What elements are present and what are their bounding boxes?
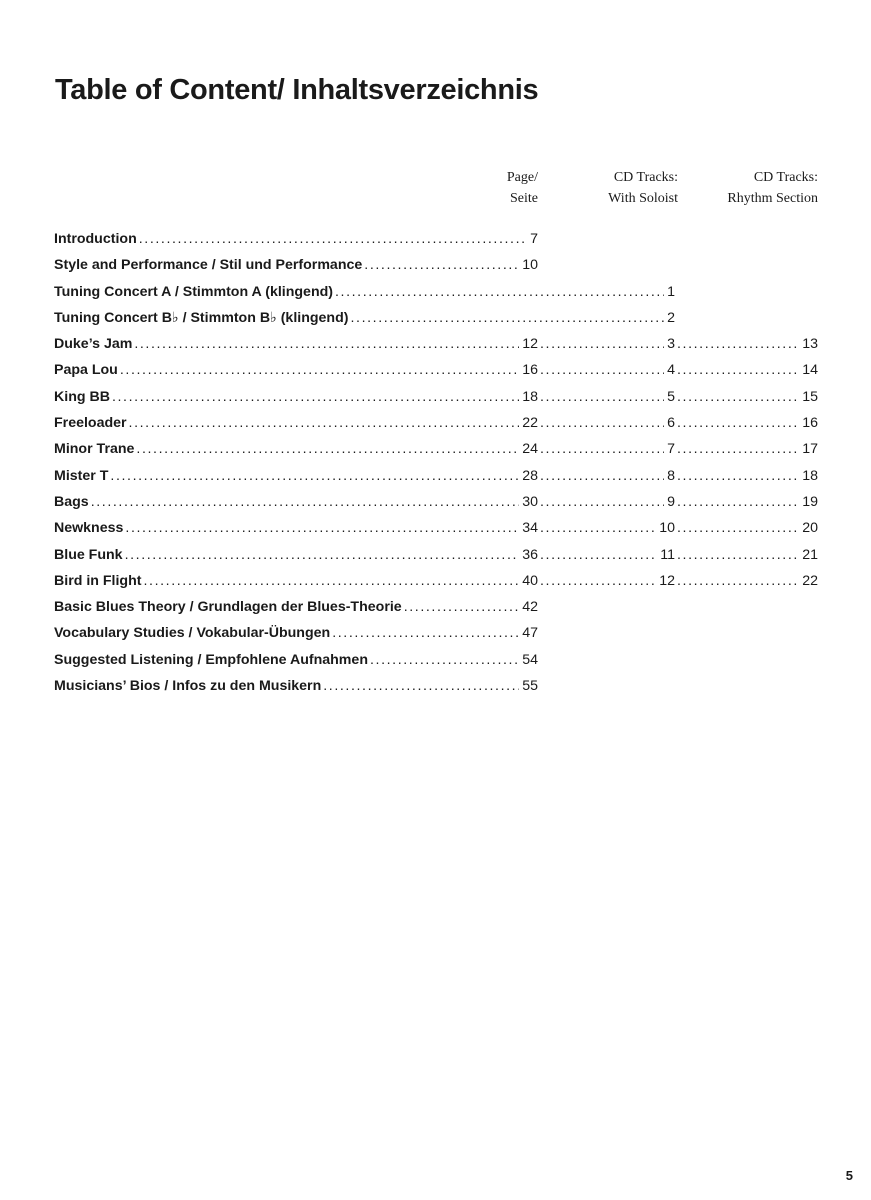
toc-entry-title: Newkness (54, 520, 124, 537)
toc-title-cell (54, 384, 538, 410)
toc-entry-track-soloist: 6 (667, 415, 675, 432)
leader-dots (136, 436, 519, 462)
toc-entry-page: 54 (522, 651, 538, 668)
column-header-soloist-line2: With Soloist (608, 191, 678, 206)
toc-entry-title: Bags (54, 493, 89, 510)
leader-dots (143, 568, 519, 594)
leader-dots (677, 357, 799, 383)
toc-entry-track-rhythm: 21 (802, 546, 818, 563)
toc-rhythm-cell (675, 568, 818, 594)
leader-dots (677, 410, 799, 436)
toc-entry-title: Blue Funk (54, 546, 123, 563)
toc-entry-page: 7 (530, 231, 538, 247)
toc-entry (54, 489, 818, 515)
toc-entry-title: Tuning Concert B♭ / Stimmton B♭ (klingend) (54, 309, 349, 326)
toc-title-cell (54, 463, 538, 489)
toc-entry (54, 410, 818, 436)
toc-entry (54, 436, 818, 462)
leader-dots (139, 226, 527, 252)
toc-entry-page: 18 (522, 388, 538, 405)
leader-dots (677, 542, 799, 568)
leader-dots (125, 515, 519, 541)
column-header-page-line1: Page/ (506, 170, 538, 185)
toc-entry-page: 42 (522, 599, 538, 616)
leader-dots (370, 647, 519, 673)
column-header-rhythm-section (727, 167, 818, 209)
toc-entry (54, 252, 818, 278)
toc-entry-page: 16 (522, 362, 538, 379)
toc-soloist-cell (538, 331, 675, 357)
toc-rhythm-cell (675, 357, 818, 383)
toc-entry-page: 10 (522, 257, 538, 274)
toc-entry-page: 47 (522, 625, 538, 642)
toc-title-cell (54, 542, 538, 568)
toc-title-cell (54, 489, 538, 515)
toc-title-cell (54, 673, 538, 699)
leader-dots (540, 331, 664, 357)
toc-soloist-cell (538, 542, 675, 568)
toc-title-cell (54, 515, 538, 541)
leader-dots (540, 489, 664, 515)
column-header-rhythm-line1: CD Tracks: (753, 170, 818, 185)
toc-entry-title: Introduction (54, 231, 137, 247)
leader-dots (677, 463, 799, 489)
toc-entry-track-soloist: 5 (667, 388, 675, 405)
leader-dots (677, 436, 799, 462)
leader-dots (540, 463, 664, 489)
toc-title-cell (54, 620, 538, 646)
toc-entry (54, 357, 818, 383)
toc-entry (54, 515, 818, 541)
leader-dots (540, 515, 656, 541)
toc-entry-track-rhythm: 22 (802, 572, 818, 589)
column-header-with-soloist (608, 167, 678, 209)
toc-title-cell (54, 279, 675, 305)
leader-dots (112, 384, 519, 410)
toc-title-cell (54, 568, 538, 594)
page-title: Table of Content/ Inhaltsverzeichnis (55, 74, 539, 106)
toc-entry-page: 36 (522, 546, 538, 563)
toc-entry (54, 305, 818, 331)
toc-entry-page: 22 (522, 415, 538, 432)
toc-entry-track-soloist: 10 (659, 520, 675, 537)
toc-soloist-cell (538, 384, 675, 410)
toc-entry-track-rhythm: 13 (802, 336, 818, 353)
toc-soloist-cell (538, 515, 675, 541)
toc-entry-title: Musicians’ Bios / Infos zu den Musikern (54, 678, 322, 695)
toc-entry-title: Duke’s Jam (54, 336, 133, 353)
toc-list (54, 226, 818, 699)
toc-title-cell (54, 331, 538, 357)
toc-entry-track-rhythm: 17 (802, 441, 818, 458)
toc-soloist-cell (538, 568, 675, 594)
toc-soloist-cell (538, 436, 675, 462)
toc-entry-page: 24 (522, 441, 538, 458)
toc-entry-title: Vocabulary Studies / Vokabular-Übungen (54, 625, 331, 642)
toc-entry-track-rhythm: 20 (802, 520, 818, 537)
toc-entry-track-soloist: 8 (667, 467, 675, 484)
leader-dots (125, 542, 520, 568)
toc-title-cell (54, 647, 538, 673)
leader-dots (540, 410, 664, 436)
leader-dots (540, 436, 664, 462)
toc-entry-track-rhythm: 14 (802, 362, 818, 379)
toc-entry-title: Papa Lou (54, 362, 118, 379)
toc-entry-track-soloist: 4 (667, 362, 675, 379)
toc-entry-page: 28 (522, 467, 538, 484)
toc-entry-page: 40 (522, 572, 538, 589)
leader-dots (120, 357, 519, 383)
leader-dots (323, 673, 519, 699)
toc-entry-page: 30 (522, 493, 538, 510)
toc-title-cell (54, 226, 538, 252)
toc-rhythm-cell (675, 463, 818, 489)
toc-rhythm-cell (675, 489, 818, 515)
toc-title-cell (54, 252, 538, 278)
toc-rhythm-cell (675, 515, 818, 541)
toc-rhythm-cell (675, 436, 818, 462)
toc-entry (54, 384, 818, 410)
toc-entry-title: King BB (54, 388, 110, 405)
leader-dots (351, 305, 665, 331)
toc-entry-page: 12 (522, 336, 538, 353)
toc-entry (54, 568, 818, 594)
column-header-rhythm-line2: Rhythm Section (727, 191, 818, 206)
toc-entry-title: Style and Performance / Stil und Performance (54, 257, 363, 274)
toc-entry-page: 34 (522, 520, 538, 537)
toc-entry (54, 673, 818, 699)
toc-entry-title: Basic Blues Theory / Grundlagen der Blues-Theorie (54, 599, 402, 616)
column-header-page-line2: Seite (510, 191, 538, 206)
leader-dots (677, 515, 799, 541)
toc-rhythm-cell (675, 410, 818, 436)
toc-rhythm-cell (675, 331, 818, 357)
toc-entry (54, 542, 818, 568)
toc-entry (54, 463, 818, 489)
toc-rhythm-cell (675, 542, 818, 568)
toc-title-cell (54, 436, 538, 462)
leader-dots (332, 620, 519, 646)
toc-entry-track-soloist: 11 (660, 546, 675, 563)
toc-entry-title: Bird in Flight (54, 572, 142, 589)
toc-title-cell (54, 594, 538, 620)
toc-entry (54, 331, 818, 357)
leader-dots (540, 357, 664, 383)
toc-entry-track-rhythm: 16 (802, 415, 818, 432)
leader-dots (110, 463, 519, 489)
leader-dots (129, 410, 520, 436)
toc-entry-track-rhythm: 18 (802, 467, 818, 484)
page-number: 5 (845, 1168, 853, 1183)
toc-entry-title: Suggested Listening / Empfohlene Aufnahmen (54, 651, 368, 668)
toc-entry-title: Minor Trane (54, 441, 135, 458)
toc-entry-track-soloist: 3 (667, 336, 675, 353)
column-header-soloist-line1: CD Tracks: (613, 170, 678, 185)
toc-entry-track-soloist: 9 (667, 493, 675, 510)
toc-entry-page: 55 (522, 678, 538, 695)
toc-title-cell (54, 305, 675, 331)
leader-dots (677, 384, 799, 410)
leader-dots (364, 252, 519, 278)
toc-entry (54, 620, 818, 646)
leader-dots (677, 568, 799, 594)
leader-dots (540, 542, 657, 568)
toc-entry-track-soloist: 12 (659, 572, 675, 589)
toc-entry-track-soloist: 2 (667, 309, 675, 326)
column-header-page (507, 167, 538, 209)
leader-dots (677, 489, 799, 515)
toc-soloist-cell (538, 489, 675, 515)
leader-dots (404, 594, 520, 620)
toc-entry (54, 594, 818, 620)
toc-entry-title: Mister T (54, 467, 109, 484)
toc-entry (54, 226, 818, 252)
toc-rhythm-cell (675, 384, 818, 410)
leader-dots (540, 384, 664, 410)
toc-entry-title: Tuning Concert A / Stimmton A (klingend) (54, 283, 333, 300)
leader-dots (91, 489, 520, 515)
leader-dots (540, 568, 656, 594)
toc-soloist-cell (538, 410, 675, 436)
toc-soloist-cell (538, 357, 675, 383)
toc-soloist-cell (538, 463, 675, 489)
toc-entry-title: Freeloader (54, 415, 127, 432)
toc-entry (54, 647, 818, 673)
toc-entry-track-rhythm: 15 (802, 388, 818, 405)
leader-dots (335, 279, 664, 305)
toc-entry-track-soloist: 7 (667, 441, 675, 458)
toc-entry (54, 279, 818, 305)
toc-entry-track-soloist: 1 (667, 283, 675, 300)
toc-title-cell (54, 410, 538, 436)
toc-title-cell (54, 357, 538, 383)
toc-entry-track-rhythm: 19 (802, 493, 818, 510)
leader-dots (134, 331, 519, 357)
leader-dots (677, 331, 799, 357)
